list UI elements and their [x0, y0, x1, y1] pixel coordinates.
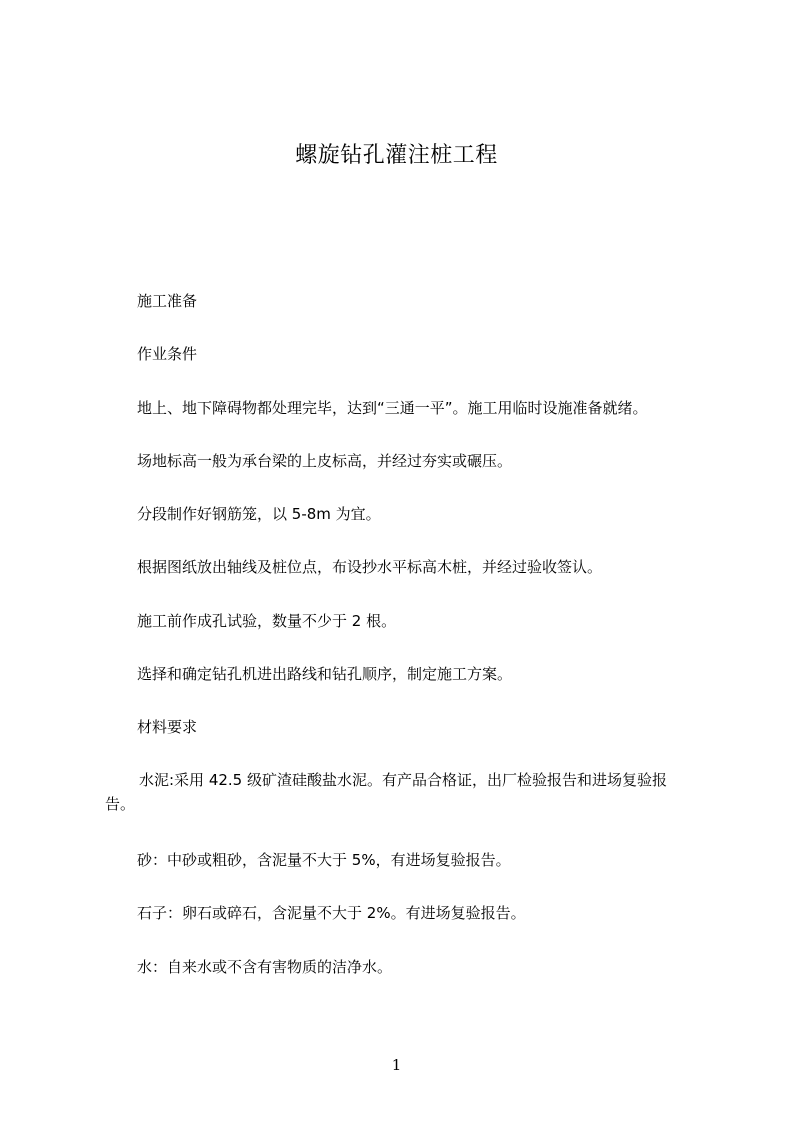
page-number: 1 [391, 1056, 402, 1074]
paragraph-sand: 砂：中砂或粗砂，含泥量不大于 5%，有进场复验报告。 [137, 851, 511, 869]
paragraph-work-conditions: 作业条件 [137, 345, 198, 363]
paragraph-site-elevation: 场地标高一般为承台梁的上皮标高，并经过夯实或碾压。 [137, 452, 513, 470]
paragraph-obstacles-cleared: 地上、地下障碍物都处理完毕，达到“三通一平”。施工用临时设施准备就绪。 [137, 399, 648, 417]
paragraph-cement-line-1: 水泥:采用 42.5 级矿渣硅酸盐水泥。有产品合格证，出厂检验报告和进场复验报 [139, 771, 667, 789]
paragraph-cement-line-2: 告。 [105, 795, 136, 813]
paragraph-gravel: 石子：卵石或碎石，含泥量不大于 2%。有进场复验报告。 [137, 904, 526, 922]
document-title: 螺旋钻孔灌注桩工程 [295, 143, 498, 168]
paragraph-trial-holes: 施工前作成孔试验，数量不少于 2 根。 [137, 612, 397, 630]
paragraph-water: 水：自来水或不含有害物质的洁净水。 [137, 958, 393, 976]
paragraph-cement [105, 768, 715, 816]
paragraph-axis-layout: 根据图纸放出轴线及桩位点，布设抄水平标高木桩，并经过验收签认。 [137, 558, 603, 576]
paragraph-drill-route: 选择和确定钻孔机进出路线和钻孔顺序，制定施工方案。 [137, 665, 513, 683]
paragraph-construction-preparation: 施工准备 [137, 292, 198, 310]
paragraph-material-requirements: 材料要求 [137, 718, 198, 736]
paragraph-rebar-cage: 分段制作好钢筋笼，以 5-8m 为宜。 [137, 505, 381, 523]
